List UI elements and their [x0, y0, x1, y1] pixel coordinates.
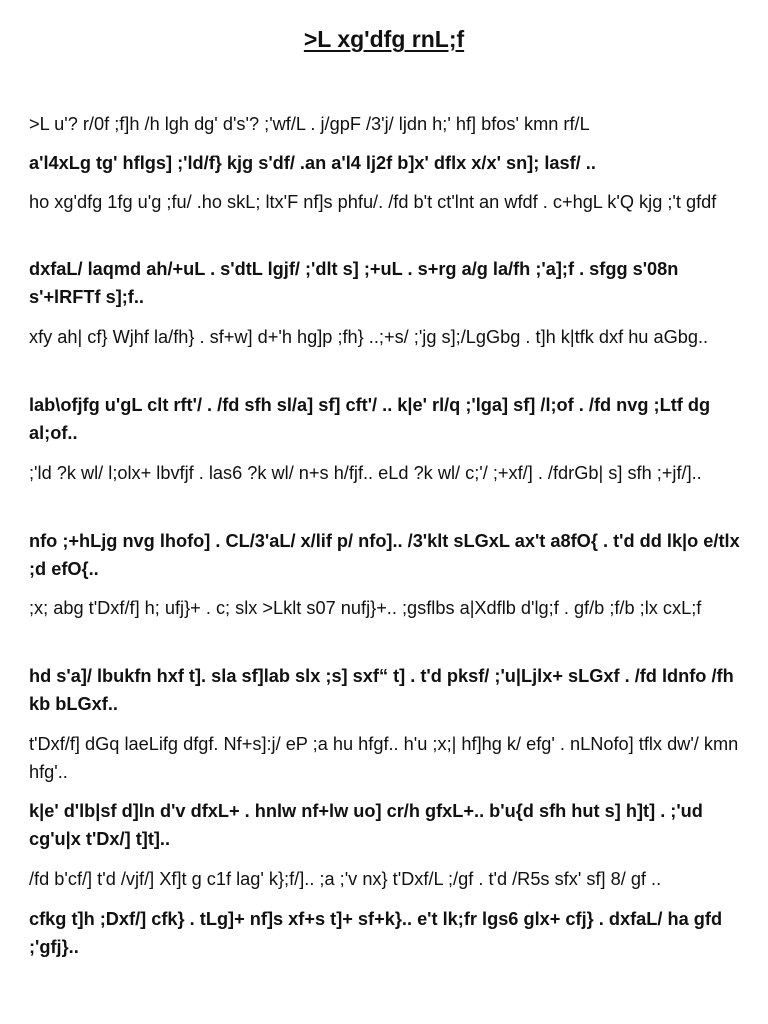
paragraph-2: a'l4xLg tg' hflgs] ;'ld/f} kjg s'df/ .an a'l4 lj2f b]x' dflx x/x' sn]; lasf/ ..	[29, 153, 596, 173]
paragraph-11: t'Dxf/f] dGq laeLifg dfgf. Nf+s]:j/ eP ;a hu hfgf.. h'u ;x;| hf]hg k/ efg' . nLNofo] tflx dw'/ kmn hfg'..	[29, 734, 739, 782]
paragraph-13: /fd b'cf/] t'd /vjf/] Xf]t g c1f lag' k};f/].. ;a ;'v nx} t'Dxf/L ;/gf . t'd /R5s sfx' sf] 8/ gf ..	[29, 869, 662, 889]
paragraph-6: lab\ofjfg u'gL clt rft'/ . /fd sfh sl/a] sf] cft'/ .. k|e' rl/q ;'lga] sf] /l;of . /fd nvg ;Ltf dg al;of..	[29, 395, 711, 443]
paragraph-4: dxfaL/ laqmd ah/+uL . s'dtL lgjf/ ;'dlt s] ;+uL . s+rg a/g la/fh ;'a];f . sfgg s'08n s'+lRFTf s];f..	[29, 259, 679, 307]
paragraph-1: >L u'? r/0f ;f]h /h lgh dg' d's'? ;'wf/L . j/gpF /3'j/ ljdn h;' hf] bfos' kmn rf/L	[29, 114, 590, 134]
paragraph-3: ho xg'dfg 1fg u'g ;fu/ .ho skL; ltx'F nf]s phfu/. /fd b't ct'lnt an wfdf . c+hgL k'Q kjg ;'t gfdf	[29, 192, 717, 212]
paragraph-10: hd s'a]/ lbukfn hxf t]. sla sf]lab slx ;s] sxf“ t] . t'd pksf/ ;'u|Ljlx+ sLGxf . /fd ldnfo /fh kb bLGxf..	[29, 666, 734, 714]
paragraph-9: ;x; abg t'Dxf/f] h; ufj}+ . c; slx >Lklt s07 nufj}+.. ;gsflbs a|Xdflb d'lg;f . gf/b ;f/b ;lx cxL;f	[29, 598, 702, 618]
page-title: >L xg'dfg rnL;f	[303, 26, 465, 52]
paragraph-14: cfkg t]h ;Dxf/] cfk} . tLg]+ nf]s xf+s t]+ sf+k}.. e't lk;fr lgs6 glx+ cfj} . dxfaL/ ha gfd ;'gfj}..	[29, 909, 723, 957]
paragraph-12: k|e' d'lb|sf d]ln d'v dfxL+ . hnlw nf+lw uo] cr/h gfxL+.. b'u{d sfh hut s] h]t] . ;'ud cg'u|x t'Dx/] t]t]..	[29, 801, 703, 849]
paragraph-5: xfy ah| cf} Wjhf la/fh} . sf+w] d+'h hg]p ;fh} ..;+s/ ;'jg s];/LgGbg . t]h k|tfk dxf hu aGbg..	[29, 327, 709, 347]
paragraph-7: ;'ld ?k wl/ l;olx+ lbvfjf . las6 ?k wl/ n+s h/fjf.. eLd ?k wl/ c;'/ ;+xf/] . /fdrGb| s] sfh ;+jf/]..	[29, 463, 702, 483]
paragraph-8: nfo ;+hLjg nvg lhofo] . CL/3'aL/ x/lif p/ nfo].. /3'klt sLGxL ax't a8fO{ . t'd dd lk|o e/tlx ;d efO{..	[29, 531, 740, 579]
